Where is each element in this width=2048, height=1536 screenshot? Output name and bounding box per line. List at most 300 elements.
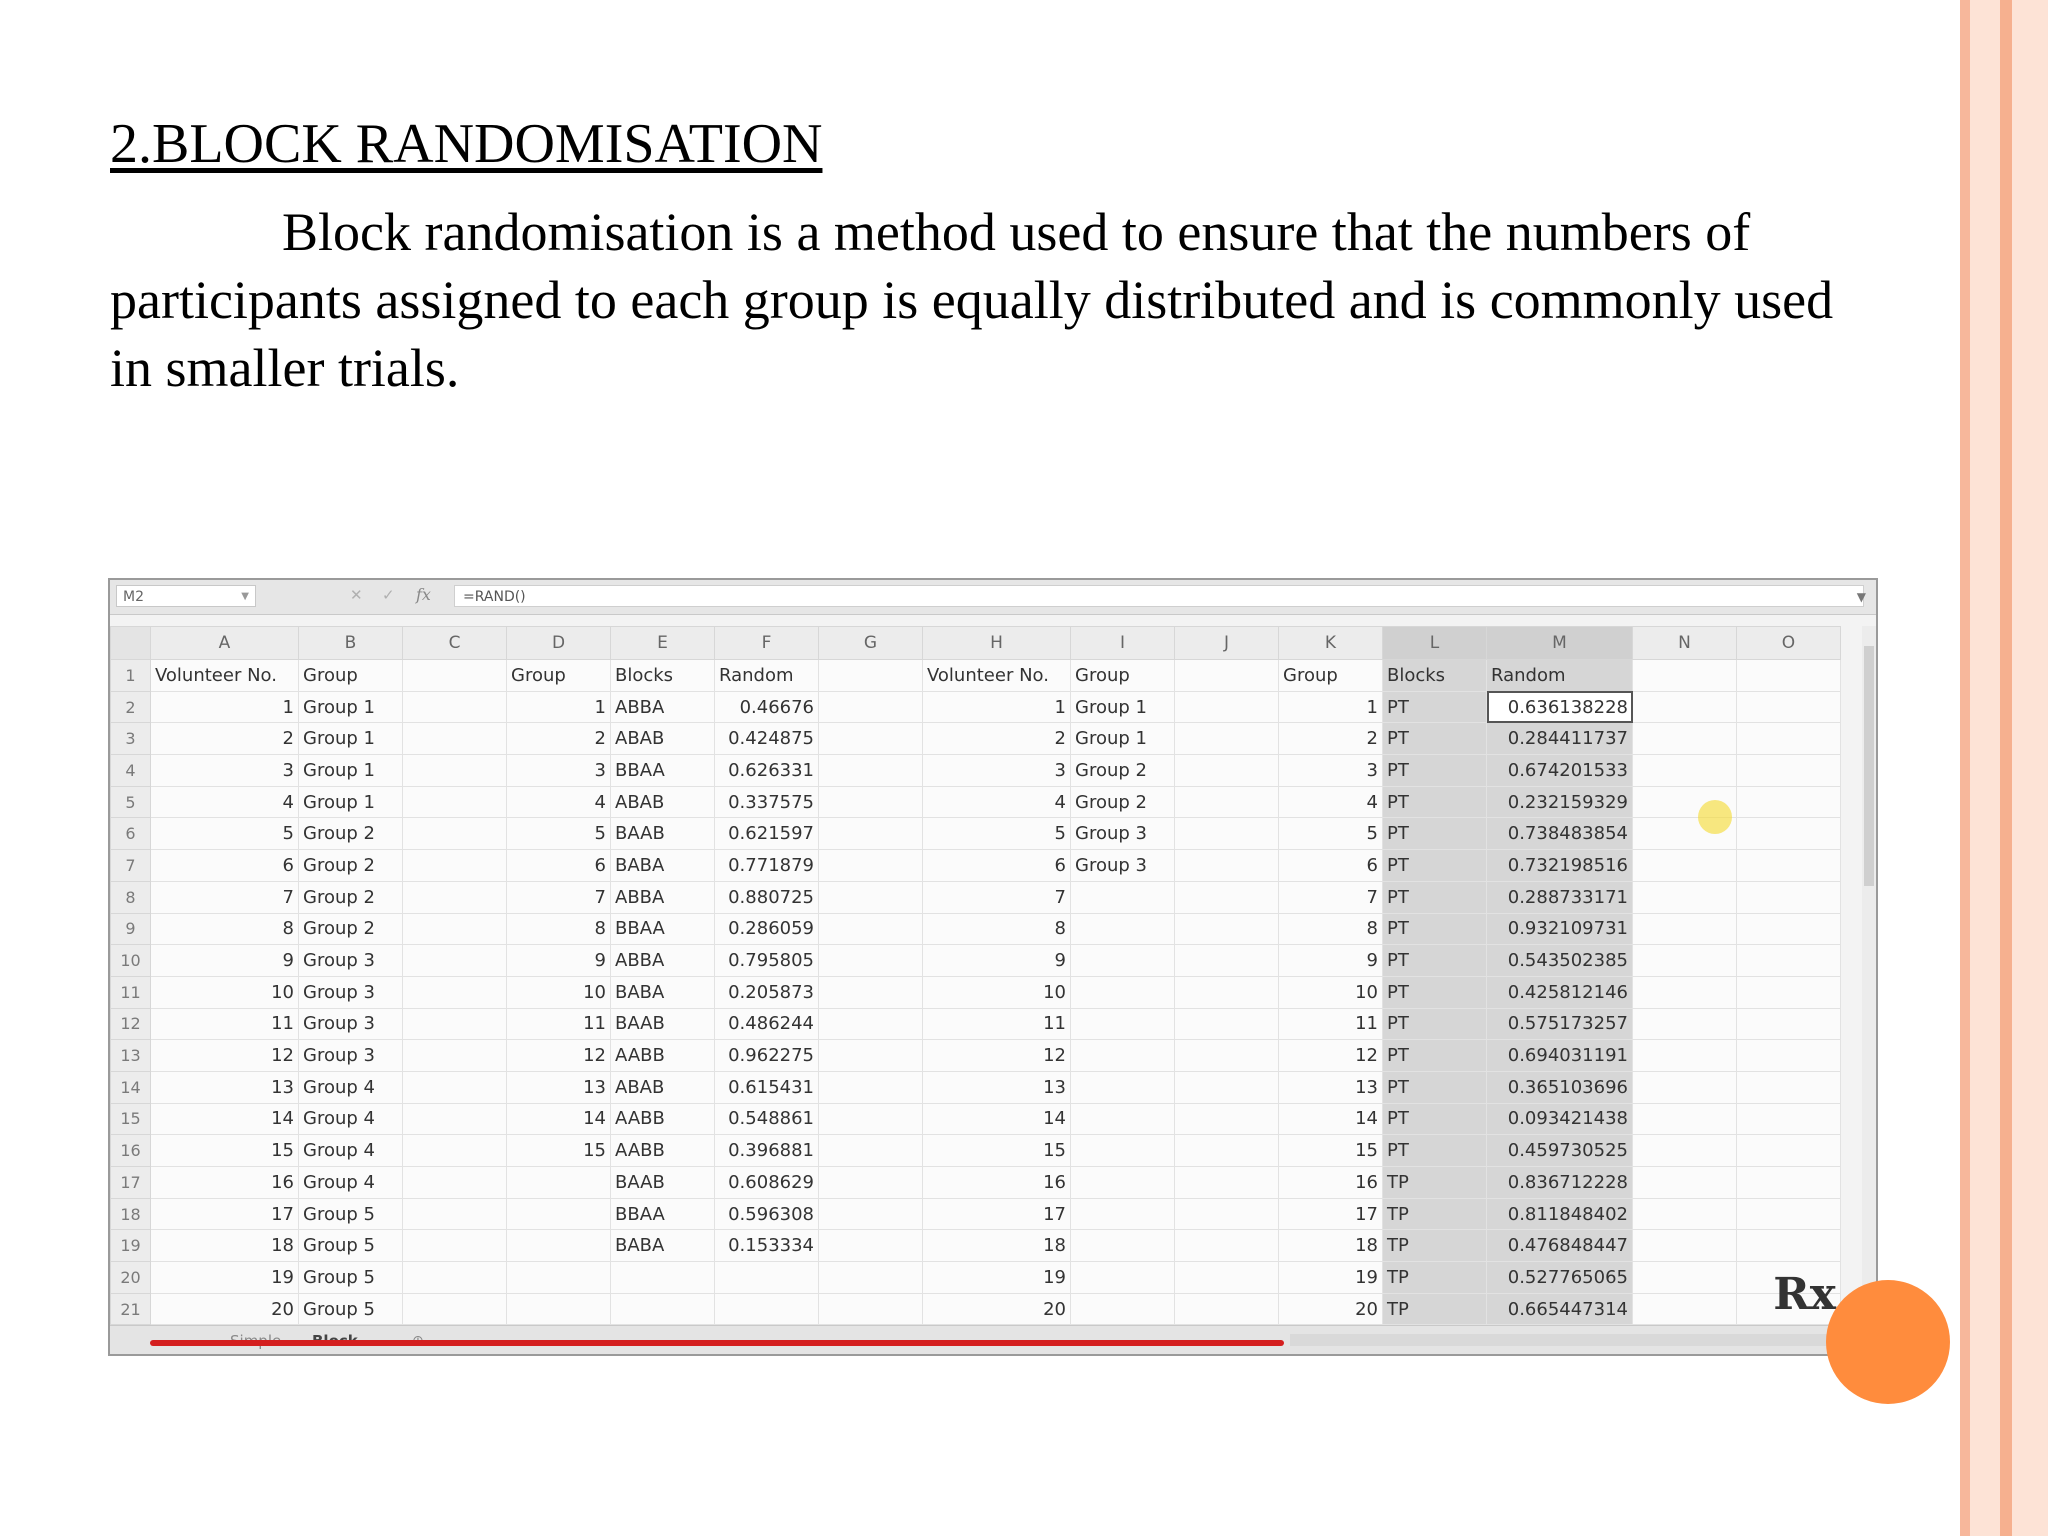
cell-i[interactable] (1071, 976, 1175, 1008)
cell-i[interactable] (1071, 1293, 1175, 1325)
cell-j[interactable] (1175, 1135, 1279, 1167)
cell-a[interactable]: 18 (151, 1230, 299, 1262)
cell-c[interactable] (403, 691, 507, 723)
cell-f[interactable]: 0.621597 (715, 818, 819, 850)
cell-i[interactable] (1071, 1071, 1175, 1103)
column-header-h[interactable]: H (923, 627, 1071, 660)
cell-f[interactable]: 0.153334 (715, 1230, 819, 1262)
cell-m[interactable]: 0.836712228 (1487, 1167, 1633, 1199)
cell-h[interactable]: 14 (923, 1103, 1071, 1135)
cell-g[interactable] (819, 1230, 923, 1262)
cell-n[interactable] (1633, 881, 1737, 913)
cell-o[interactable] (1737, 1103, 1841, 1135)
cell-d[interactable]: 7 (507, 881, 611, 913)
cell-n[interactable] (1633, 1230, 1737, 1262)
cell-e[interactable]: BABA (611, 850, 715, 882)
cell-o[interactable] (1737, 786, 1841, 818)
row-header[interactable]: 13 (111, 1040, 151, 1072)
cell-b[interactable]: Group 5 (299, 1262, 403, 1294)
column-header-l[interactable]: L (1383, 627, 1487, 660)
cell-o[interactable] (1737, 691, 1841, 723)
cell-j[interactable] (1175, 1198, 1279, 1230)
cell-b[interactable]: Group 3 (299, 1040, 403, 1072)
column-header-k[interactable]: K (1279, 627, 1383, 660)
cell-e[interactable]: ABAB (611, 723, 715, 755)
cell-m[interactable]: 0.288733171 (1487, 881, 1633, 913)
horizontal-scrollbar[interactable] (1290, 1334, 1850, 1346)
name-box[interactable] (116, 585, 256, 607)
cell-b[interactable]: Group 5 (299, 1230, 403, 1262)
column-header-n[interactable]: N (1633, 627, 1737, 660)
row-header[interactable]: 6 (111, 818, 151, 850)
cell-c[interactable] (403, 1198, 507, 1230)
cell-f[interactable]: Random (715, 660, 819, 692)
cell-k[interactable]: 15 (1279, 1135, 1383, 1167)
cell-f[interactable]: 0.205873 (715, 976, 819, 1008)
cell-g[interactable] (819, 1071, 923, 1103)
cell-l[interactable]: PT (1383, 723, 1487, 755)
cell-g[interactable] (819, 1008, 923, 1040)
cell-h[interactable]: 8 (923, 913, 1071, 945)
cell-k[interactable]: 19 (1279, 1262, 1383, 1294)
cell-o[interactable] (1737, 913, 1841, 945)
cell-l[interactable]: PT (1383, 945, 1487, 977)
cell-j[interactable] (1175, 660, 1279, 692)
cell-d[interactable]: 13 (507, 1071, 611, 1103)
cell-h[interactable]: 15 (923, 1135, 1071, 1167)
cell-h[interactable]: 1 (923, 691, 1071, 723)
cell-m[interactable]: 0.476848447 (1487, 1230, 1633, 1262)
row-header[interactable]: 11 (111, 976, 151, 1008)
cell-h[interactable]: 5 (923, 818, 1071, 850)
cell-d[interactable]: 5 (507, 818, 611, 850)
cell-h[interactable]: 3 (923, 755, 1071, 787)
column-header-d[interactable]: D (507, 627, 611, 660)
cell-o[interactable] (1737, 755, 1841, 787)
cell-c[interactable] (403, 1262, 507, 1294)
cell-e[interactable]: ABBA (611, 945, 715, 977)
cell-h[interactable]: 17 (923, 1198, 1071, 1230)
cell-e[interactable]: BBAA (611, 913, 715, 945)
cell-n[interactable] (1633, 1040, 1737, 1072)
row-header[interactable]: 8 (111, 881, 151, 913)
cell-c[interactable] (403, 818, 507, 850)
column-header-b[interactable]: B (299, 627, 403, 660)
cell-m[interactable]: 0.811848402 (1487, 1198, 1633, 1230)
cell-h[interactable]: 10 (923, 976, 1071, 1008)
cell-c[interactable] (403, 881, 507, 913)
cell-o[interactable] (1737, 818, 1841, 850)
cell-a[interactable]: 6 (151, 850, 299, 882)
cell-e[interactable] (611, 1293, 715, 1325)
cell-n[interactable] (1633, 1008, 1737, 1040)
cell-b[interactable]: Group 3 (299, 945, 403, 977)
cell-o[interactable] (1737, 1167, 1841, 1199)
cell-n[interactable] (1633, 660, 1737, 692)
row-header[interactable]: 2 (111, 691, 151, 723)
cell-m[interactable]: 0.738483854 (1487, 818, 1633, 850)
cell-d[interactable] (507, 1230, 611, 1262)
cell-c[interactable] (403, 1071, 507, 1103)
cell-i[interactable]: Group 1 (1071, 723, 1175, 755)
row-header[interactable]: 14 (111, 1071, 151, 1103)
cell-k[interactable]: 4 (1279, 786, 1383, 818)
cell-h[interactable]: 12 (923, 1040, 1071, 1072)
cell-e[interactable]: ABBA (611, 691, 715, 723)
cell-d[interactable]: 2 (507, 723, 611, 755)
cell-e[interactable]: AABB (611, 1040, 715, 1072)
cell-m[interactable]: 0.459730525 (1487, 1135, 1633, 1167)
cell-j[interactable] (1175, 881, 1279, 913)
column-header-f[interactable]: F (715, 627, 819, 660)
cell-o[interactable] (1737, 660, 1841, 692)
cell-i[interactable] (1071, 945, 1175, 977)
cell-b[interactable]: Group 3 (299, 976, 403, 1008)
cell-m[interactable]: 0.543502385 (1487, 945, 1633, 977)
cell-l[interactable]: Blocks (1383, 660, 1487, 692)
cell-a[interactable]: 3 (151, 755, 299, 787)
function-icon[interactable]: fx (416, 585, 431, 604)
cell-e[interactable] (611, 1262, 715, 1294)
cell-h[interactable]: 18 (923, 1230, 1071, 1262)
cell-a[interactable]: 1 (151, 691, 299, 723)
cell-e[interactable]: BBAA (611, 1198, 715, 1230)
cell-g[interactable] (819, 755, 923, 787)
cell-k[interactable]: 7 (1279, 881, 1383, 913)
cell-e[interactable]: BAAB (611, 1167, 715, 1199)
cell-c[interactable] (403, 913, 507, 945)
cell-c[interactable] (403, 945, 507, 977)
cell-g[interactable] (819, 976, 923, 1008)
cell-g[interactable] (819, 723, 923, 755)
row-header[interactable]: 3 (111, 723, 151, 755)
cell-f[interactable]: 0.46676 (715, 691, 819, 723)
cell-o[interactable] (1737, 1040, 1841, 1072)
cell-i[interactable]: Group 2 (1071, 786, 1175, 818)
cell-f[interactable]: 0.962275 (715, 1040, 819, 1072)
cell-d[interactable] (507, 1198, 611, 1230)
cell-j[interactable] (1175, 976, 1279, 1008)
cell-h[interactable]: 16 (923, 1167, 1071, 1199)
cell-d[interactable]: 8 (507, 913, 611, 945)
cell-k[interactable]: 8 (1279, 913, 1383, 945)
cell-a[interactable]: 15 (151, 1135, 299, 1167)
cell-m[interactable]: 0.674201533 (1487, 755, 1633, 787)
scrollbar-thumb[interactable] (1864, 646, 1874, 886)
cell-b[interactable]: Group 1 (299, 786, 403, 818)
cell-i[interactable] (1071, 913, 1175, 945)
cell-i[interactable] (1071, 1040, 1175, 1072)
cell-k[interactable]: 12 (1279, 1040, 1383, 1072)
cell-n[interactable] (1633, 755, 1737, 787)
cell-a[interactable]: 11 (151, 1008, 299, 1040)
cell-i[interactable] (1071, 1198, 1175, 1230)
cell-g[interactable] (819, 660, 923, 692)
cell-b[interactable]: Group 1 (299, 755, 403, 787)
cell-i[interactable] (1071, 1262, 1175, 1294)
row-header[interactable]: 1 (111, 660, 151, 692)
cell-d[interactable]: 1 (507, 691, 611, 723)
cell-g[interactable] (819, 1262, 923, 1294)
cell-l[interactable]: TP (1383, 1167, 1487, 1199)
cell-b[interactable]: Group 2 (299, 818, 403, 850)
cell-o[interactable] (1737, 1135, 1841, 1167)
cell-e[interactable]: BABA (611, 1230, 715, 1262)
cell-k[interactable]: 3 (1279, 755, 1383, 787)
column-header-m[interactable]: M (1487, 627, 1633, 660)
cell-h[interactable]: 7 (923, 881, 1071, 913)
cell-e[interactable]: BBAA (611, 755, 715, 787)
cell-f[interactable]: 0.608629 (715, 1167, 819, 1199)
cell-k[interactable]: 1 (1279, 691, 1383, 723)
cell-l[interactable]: PT (1383, 850, 1487, 882)
cell-e[interactable]: BAAB (611, 818, 715, 850)
cell-m[interactable]: 0.932109731 (1487, 913, 1633, 945)
cell-b[interactable]: Group 2 (299, 881, 403, 913)
cell-j[interactable] (1175, 1293, 1279, 1325)
cell-f[interactable]: 0.337575 (715, 786, 819, 818)
cell-e[interactable]: ABBA (611, 881, 715, 913)
cell-m[interactable]: 0.527765065 (1487, 1262, 1633, 1294)
cell-n[interactable] (1633, 1103, 1737, 1135)
row-header[interactable]: 9 (111, 913, 151, 945)
cancel-icon[interactable]: ✕ (350, 586, 363, 604)
cell-a[interactable]: Volunteer No. (151, 660, 299, 692)
cell-n[interactable] (1633, 723, 1737, 755)
cell-b[interactable]: Group 4 (299, 1071, 403, 1103)
cell-c[interactable] (403, 786, 507, 818)
cell-b[interactable]: Group 5 (299, 1198, 403, 1230)
column-header-c[interactable]: C (403, 627, 507, 660)
cell-j[interactable] (1175, 1103, 1279, 1135)
cell-h[interactable]: 19 (923, 1262, 1071, 1294)
chevron-down-icon[interactable]: ▼ (241, 591, 249, 602)
cell-g[interactable] (819, 881, 923, 913)
cell-n[interactable] (1633, 913, 1737, 945)
cell-g[interactable] (819, 913, 923, 945)
cell-j[interactable] (1175, 1071, 1279, 1103)
cell-c[interactable] (403, 1008, 507, 1040)
cell-f[interactable]: 0.771879 (715, 850, 819, 882)
cell-i[interactable] (1071, 1135, 1175, 1167)
cell-a[interactable]: 5 (151, 818, 299, 850)
cell-d[interactable] (507, 1262, 611, 1294)
cell-i[interactable]: Group 1 (1071, 691, 1175, 723)
cell-o[interactable] (1737, 945, 1841, 977)
cell-g[interactable] (819, 691, 923, 723)
cell-l[interactable]: PT (1383, 786, 1487, 818)
cell-a[interactable]: 19 (151, 1262, 299, 1294)
cell-j[interactable] (1175, 1040, 1279, 1072)
cell-l[interactable]: PT (1383, 818, 1487, 850)
cell-a[interactable]: 8 (151, 913, 299, 945)
cell-d[interactable]: 12 (507, 1040, 611, 1072)
cell-n[interactable] (1633, 1293, 1737, 1325)
cell-k[interactable]: 10 (1279, 976, 1383, 1008)
cell-b[interactable]: Group 4 (299, 1135, 403, 1167)
column-header-i[interactable]: I (1071, 627, 1175, 660)
cell-j[interactable] (1175, 786, 1279, 818)
cell-m[interactable]: 0.665447314 (1487, 1293, 1633, 1325)
cell-f[interactable] (715, 1293, 819, 1325)
cell-n[interactable] (1633, 1071, 1737, 1103)
cell-d[interactable] (507, 1167, 611, 1199)
cell-f[interactable]: 0.548861 (715, 1103, 819, 1135)
cell-j[interactable] (1175, 723, 1279, 755)
cell-k[interactable]: 13 (1279, 1071, 1383, 1103)
cell-k[interactable]: 11 (1279, 1008, 1383, 1040)
cell-h[interactable]: 11 (923, 1008, 1071, 1040)
cell-m[interactable]: 0.694031191 (1487, 1040, 1633, 1072)
cell-a[interactable]: 7 (151, 881, 299, 913)
cell-j[interactable] (1175, 1230, 1279, 1262)
cell-g[interactable] (819, 1135, 923, 1167)
cell-j[interactable] (1175, 945, 1279, 977)
column-header-e[interactable]: E (611, 627, 715, 660)
cell-b[interactable]: Group 5 (299, 1293, 403, 1325)
cell-k[interactable]: 17 (1279, 1198, 1383, 1230)
cell-a[interactable]: 13 (151, 1071, 299, 1103)
cell-j[interactable] (1175, 1008, 1279, 1040)
cell-o[interactable] (1737, 723, 1841, 755)
cell-n[interactable] (1633, 1198, 1737, 1230)
cell-h[interactable]: 6 (923, 850, 1071, 882)
cell-j[interactable] (1175, 755, 1279, 787)
cell-d[interactable]: 9 (507, 945, 611, 977)
cell-g[interactable] (819, 850, 923, 882)
cell-k[interactable]: 20 (1279, 1293, 1383, 1325)
cell-o[interactable] (1737, 976, 1841, 1008)
cell-f[interactable]: 0.286059 (715, 913, 819, 945)
cell-b[interactable]: Group 1 (299, 691, 403, 723)
row-header[interactable]: 4 (111, 755, 151, 787)
cell-j[interactable] (1175, 850, 1279, 882)
cell-o[interactable] (1737, 881, 1841, 913)
cell-c[interactable] (403, 1230, 507, 1262)
cell-n[interactable] (1633, 691, 1737, 723)
cell-c[interactable] (403, 850, 507, 882)
cell-d[interactable]: 10 (507, 976, 611, 1008)
cell-l[interactable]: PT (1383, 691, 1487, 723)
column-header-g[interactable]: G (819, 627, 923, 660)
cell-d[interactable]: Group (507, 660, 611, 692)
cell-b[interactable]: Group 2 (299, 913, 403, 945)
cell-d[interactable]: 4 (507, 786, 611, 818)
cell-f[interactable]: 0.424875 (715, 723, 819, 755)
cell-e[interactable]: BABA (611, 976, 715, 1008)
formula-input[interactable]: =RAND() (454, 585, 1864, 607)
cell-e[interactable]: ABAB (611, 1071, 715, 1103)
cell-n[interactable] (1633, 1135, 1737, 1167)
cell-a[interactable]: 10 (151, 976, 299, 1008)
row-header[interactable]: 18 (111, 1198, 151, 1230)
cell-d[interactable]: 3 (507, 755, 611, 787)
cell-o[interactable] (1737, 1198, 1841, 1230)
cell-o[interactable] (1737, 1008, 1841, 1040)
cell-h[interactable]: 20 (923, 1293, 1071, 1325)
cell-h[interactable]: 13 (923, 1071, 1071, 1103)
cell-m[interactable]: 0.284411737 (1487, 723, 1633, 755)
cell-g[interactable] (819, 1103, 923, 1135)
cell-f[interactable]: 0.880725 (715, 881, 819, 913)
cell-k[interactable]: 14 (1279, 1103, 1383, 1135)
cell-h[interactable]: 4 (923, 786, 1071, 818)
cell-l[interactable]: PT (1383, 1103, 1487, 1135)
cell-m[interactable]: 0.232159329 (1487, 786, 1633, 818)
cell-l[interactable]: TP (1383, 1262, 1487, 1294)
cell-j[interactable] (1175, 913, 1279, 945)
cell-f[interactable]: 0.626331 (715, 755, 819, 787)
cell-m[interactable]: Random (1487, 660, 1633, 692)
row-header[interactable]: 5 (111, 786, 151, 818)
row-header[interactable]: 17 (111, 1167, 151, 1199)
cell-g[interactable] (819, 945, 923, 977)
cell-c[interactable] (403, 1167, 507, 1199)
row-header[interactable]: 7 (111, 850, 151, 882)
cell-a[interactable]: 12 (151, 1040, 299, 1072)
cell-j[interactable] (1175, 691, 1279, 723)
cell-a[interactable]: 20 (151, 1293, 299, 1325)
row-header[interactable]: 16 (111, 1135, 151, 1167)
cell-l[interactable]: PT (1383, 1071, 1487, 1103)
cell-h[interactable]: 9 (923, 945, 1071, 977)
cell-i[interactable]: Group (1071, 660, 1175, 692)
cell-l[interactable]: TP (1383, 1230, 1487, 1262)
cell-i[interactable]: Group 2 (1071, 755, 1175, 787)
cell-l[interactable]: PT (1383, 913, 1487, 945)
cell-k[interactable]: 16 (1279, 1167, 1383, 1199)
cell-e[interactable]: AABB (611, 1103, 715, 1135)
cell-e[interactable]: ABAB (611, 786, 715, 818)
vertical-scrollbar[interactable] (1862, 626, 1876, 1314)
cell-k[interactable]: 18 (1279, 1230, 1383, 1262)
cell-c[interactable] (403, 660, 507, 692)
row-header[interactable]: 10 (111, 945, 151, 977)
cell-m[interactable]: 0.732198516 (1487, 850, 1633, 882)
select-all-corner[interactable] (111, 627, 151, 660)
cell-i[interactable]: Group 3 (1071, 850, 1175, 882)
cell-d[interactable]: 14 (507, 1103, 611, 1135)
cell-j[interactable] (1175, 1262, 1279, 1294)
column-header-o[interactable]: O (1737, 627, 1841, 660)
cell-m[interactable]: 0.365103696 (1487, 1071, 1633, 1103)
cell-i[interactable] (1071, 1103, 1175, 1135)
cell-g[interactable] (819, 818, 923, 850)
cell-f[interactable]: 0.795805 (715, 945, 819, 977)
cell-l[interactable]: PT (1383, 1008, 1487, 1040)
cell-l[interactable]: PT (1383, 755, 1487, 787)
cell-a[interactable]: 14 (151, 1103, 299, 1135)
cell-b[interactable]: Group 4 (299, 1103, 403, 1135)
row-header[interactable]: 21 (111, 1293, 151, 1325)
cell-c[interactable] (403, 976, 507, 1008)
cell-l[interactable]: TP (1383, 1198, 1487, 1230)
cell-i[interactable] (1071, 1167, 1175, 1199)
cell-h[interactable]: Volunteer No. (923, 660, 1071, 692)
column-header-a[interactable]: A (151, 627, 299, 660)
cell-k[interactable]: 9 (1279, 945, 1383, 977)
cell-f[interactable]: 0.596308 (715, 1198, 819, 1230)
cell-c[interactable] (403, 1040, 507, 1072)
column-header-j[interactable]: J (1175, 627, 1279, 660)
cell-n[interactable] (1633, 850, 1737, 882)
cell-i[interactable]: Group 3 (1071, 818, 1175, 850)
cell-b[interactable]: Group 1 (299, 723, 403, 755)
row-header[interactable]: 15 (111, 1103, 151, 1135)
row-header[interactable]: 12 (111, 1008, 151, 1040)
cell-a[interactable]: 16 (151, 1167, 299, 1199)
cell-e[interactable]: BAAB (611, 1008, 715, 1040)
